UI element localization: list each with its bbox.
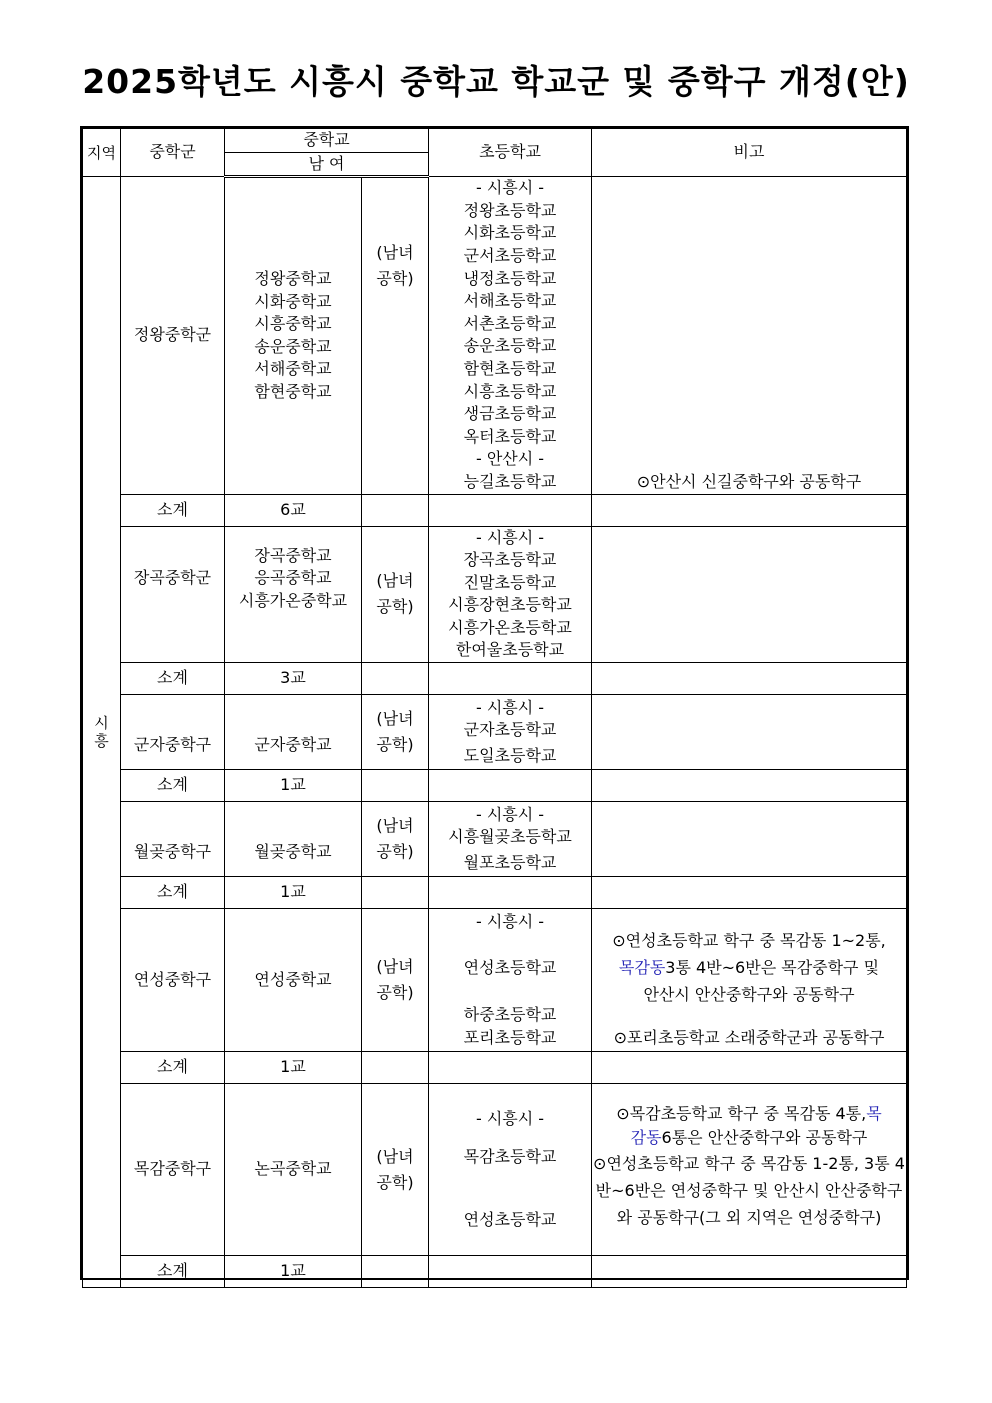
- region-label: 시흥: [94, 714, 109, 751]
- remarks-cell: [592, 177, 907, 494]
- middle-school-list: [225, 802, 362, 877]
- page-title: 2025학년도 시흥시 중학교 학교군 및 중학구 개정(안): [82, 62, 910, 101]
- remarks-text: [592, 927, 906, 1008]
- remarks-cell: [592, 1084, 907, 1256]
- empty-cell: [429, 770, 592, 802]
- elementary-city-label: - 안산시 -: [475, 449, 545, 469]
- elementary-school: 생금초등학교: [463, 404, 557, 424]
- subtotal-count: 1교: [225, 1052, 362, 1084]
- gender-label: (남녀 공학): [376, 243, 414, 289]
- empty-cell: [592, 494, 907, 526]
- region-cell: [83, 177, 121, 1288]
- cluster-name: 목감중학구: [121, 1084, 225, 1256]
- subtotal-label: 소계: [121, 877, 225, 909]
- elementary-school: 월포초등학교: [463, 852, 557, 872]
- elementary-school: 서해초등학교: [463, 291, 557, 311]
- subtotal-count: 1교: [225, 1256, 362, 1288]
- middle-school: 시흥가온중학교: [238, 590, 348, 610]
- middle-school: 시화중학교: [254, 291, 332, 311]
- gender-label: (남녀 공학): [376, 816, 414, 862]
- elementary-school: 포리초등학교: [463, 1027, 557, 1047]
- subtotal-label: 소계: [121, 1256, 225, 1288]
- middle-school: 장곡중학교: [254, 545, 332, 565]
- elementary-school: 군서초등학교: [463, 245, 557, 265]
- elementary-school: 능길초등학교: [463, 471, 557, 491]
- cluster-name: 군자중학구: [121, 695, 225, 770]
- elementary-school: 연성초등학교: [463, 1209, 557, 1229]
- elementary-city-label: - 시흥시 -: [475, 1108, 545, 1128]
- elementary-city-label: - 시흥시 -: [475, 178, 545, 198]
- subtotal-label: 소계: [121, 770, 225, 802]
- header-region-label: 지역: [87, 143, 116, 162]
- elementary-school: 시흥가온초등학교: [448, 617, 572, 637]
- gender-cell: [362, 802, 429, 877]
- elementary-school: 서촌초등학교: [463, 313, 557, 333]
- elementary-city-label: - 시흥시 -: [475, 804, 545, 824]
- elementary-school: 군자초등학교: [463, 720, 557, 740]
- gender-cell: [362, 1084, 429, 1256]
- empty-cell: [362, 1052, 429, 1084]
- header-elementary: 초등학교: [429, 129, 592, 177]
- elementary-school: 송운초등학교: [463, 336, 557, 356]
- remarks-line: 6통은 안산중학구와 공동학구: [661, 1128, 868, 1148]
- remarks-text-2: ⊙포리초등학교 소래중학군과 공동학구: [613, 1028, 885, 1048]
- elementary-school: 시흥월곶초등학교: [448, 827, 572, 847]
- middle-school-list: [225, 526, 362, 663]
- elementary-school: 목감초등학교: [463, 1147, 557, 1167]
- elementary-list: [429, 802, 592, 877]
- gender-label: (남녀 공학): [376, 1146, 414, 1192]
- elementary-city-label: - 시흥시 -: [475, 697, 545, 717]
- empty-cell: [429, 877, 592, 909]
- empty-cell: [592, 877, 907, 909]
- empty-cell: [592, 770, 907, 802]
- empty-cell: [592, 663, 907, 695]
- elementary-school: 장곡초등학교: [463, 550, 557, 570]
- empty-cell: [362, 663, 429, 695]
- cluster-name: [121, 526, 225, 663]
- empty-cell: [362, 494, 429, 526]
- gender-cell: [362, 909, 429, 1052]
- subtotal-label: 소계: [121, 1052, 225, 1084]
- subtotal-count: 1교: [225, 877, 362, 909]
- remarks-line: 안산시 안산중학구와 공동학구: [643, 985, 855, 1005]
- empty-cell: [429, 1256, 592, 1288]
- elementary-school: 진말초등학교: [463, 572, 557, 592]
- elementary-school: 한여울초등학교: [455, 640, 565, 660]
- middle-school: 월곶중학교: [254, 842, 332, 862]
- middle-school: 함현중학교: [254, 382, 332, 402]
- remarks-text: ⊙안산시 신길중학구와 공동학구: [636, 471, 862, 491]
- remarks-highlight: 목감동: [618, 958, 666, 978]
- remarks-cell: [592, 695, 907, 770]
- elementary-list: [429, 526, 592, 663]
- elementary-school: 냉정초등학교: [463, 268, 557, 288]
- gender-cell: [362, 526, 429, 663]
- elementary-list: [429, 1084, 592, 1256]
- elementary-list: [429, 695, 592, 770]
- middle-school-list: [225, 695, 362, 770]
- gender-label: (남녀 공학): [376, 957, 414, 1003]
- empty-cell: [362, 770, 429, 802]
- header-region: [83, 129, 121, 177]
- middle-school-list: [225, 909, 362, 1052]
- elementary-school: 옥터초등학교: [463, 426, 557, 446]
- remarks-line: ⊙연성초등학교 학구 중 목감동 1~2통,: [612, 931, 886, 951]
- school-district-table: [80, 126, 909, 1280]
- cluster-name: 월곶중학구: [121, 802, 225, 877]
- elementary-school: 하중초등학교: [463, 1005, 557, 1025]
- empty-cell: [429, 494, 592, 526]
- header-middle: 중학교: [225, 129, 429, 153]
- middle-school: 연성중학교: [254, 969, 332, 989]
- empty-cell: [592, 1052, 907, 1084]
- elementary-city-label: - 시흥시 -: [475, 911, 545, 931]
- subtotal-label: 소계: [121, 494, 225, 526]
- remarks-text-2: ⊙연성초등학교 학구 중 목감동 1-2통, 3통 4반~6반은 연성중학구 및 안산시 안산중학구와 공동학구(그 외 지역은 연성중학구): [593, 1154, 905, 1228]
- remarks-cell: [592, 909, 907, 1052]
- elementary-school: 도일초등학교: [463, 745, 557, 765]
- gender-label: (남녀 공학): [376, 571, 414, 617]
- remarks-line: ⊙목감초등학교 학구 중 목감동 4통,: [616, 1104, 867, 1124]
- gender-cell: [362, 177, 429, 494]
- cluster-name: 연성중학구: [121, 909, 225, 1052]
- gender-cell: [362, 695, 429, 770]
- empty-cell: [429, 663, 592, 695]
- elementary-school: 시화초등학교: [463, 223, 557, 243]
- remarks-cell: [592, 526, 907, 663]
- middle-school: 송운중학교: [254, 336, 332, 356]
- elementary-school: 시흥초등학교: [463, 381, 557, 401]
- empty-cell: [362, 877, 429, 909]
- middle-school: 군자중학교: [254, 735, 332, 755]
- remarks-text: ⊙목감초등학교 학구 중 목감동 4통,목 감동6통은 안산중학구와 공동학구: [616, 1104, 882, 1148]
- cluster-name-label: 장곡중학군: [133, 567, 212, 587]
- empty-cell: [362, 1256, 429, 1288]
- middle-school-list: [225, 1084, 362, 1256]
- subtotal-count: 1교: [225, 770, 362, 802]
- elementary-school: 시흥장현초등학교: [448, 595, 572, 615]
- cluster-name: 정왕중학군: [121, 177, 225, 494]
- gender-label: (남녀 공학): [376, 709, 414, 755]
- middle-school: 정왕중학교: [254, 269, 332, 289]
- empty-cell: [592, 1256, 907, 1288]
- elementary-list: [429, 177, 592, 494]
- elementary-list: [429, 909, 592, 1052]
- header-remarks: 비고: [592, 129, 907, 177]
- elementary-city-label: - 시흥시 -: [475, 527, 545, 547]
- elementary-school: 연성초등학교: [463, 958, 557, 978]
- remarks-cell: [592, 802, 907, 877]
- middle-school: 응곡중학교: [254, 568, 332, 588]
- header-gender: 남 여: [225, 152, 429, 177]
- subtotal-label: 소계: [121, 663, 225, 695]
- header-cluster: 중학군: [121, 129, 225, 177]
- empty-cell: [429, 1052, 592, 1084]
- elementary-school: 함현초등학교: [463, 358, 557, 378]
- middle-school: 시흥중학교: [254, 314, 332, 334]
- elementary-school: 정왕초등학교: [463, 200, 557, 220]
- subtotal-count: 3교: [225, 663, 362, 695]
- middle-school: 서해중학교: [254, 359, 332, 379]
- middle-school: 논곡중학교: [254, 1159, 332, 1179]
- middle-school-list: [225, 177, 362, 494]
- remarks-line: 3통 4반~6반은 목감중학구 및: [665, 958, 880, 978]
- subtotal-count: 6교: [225, 494, 362, 526]
